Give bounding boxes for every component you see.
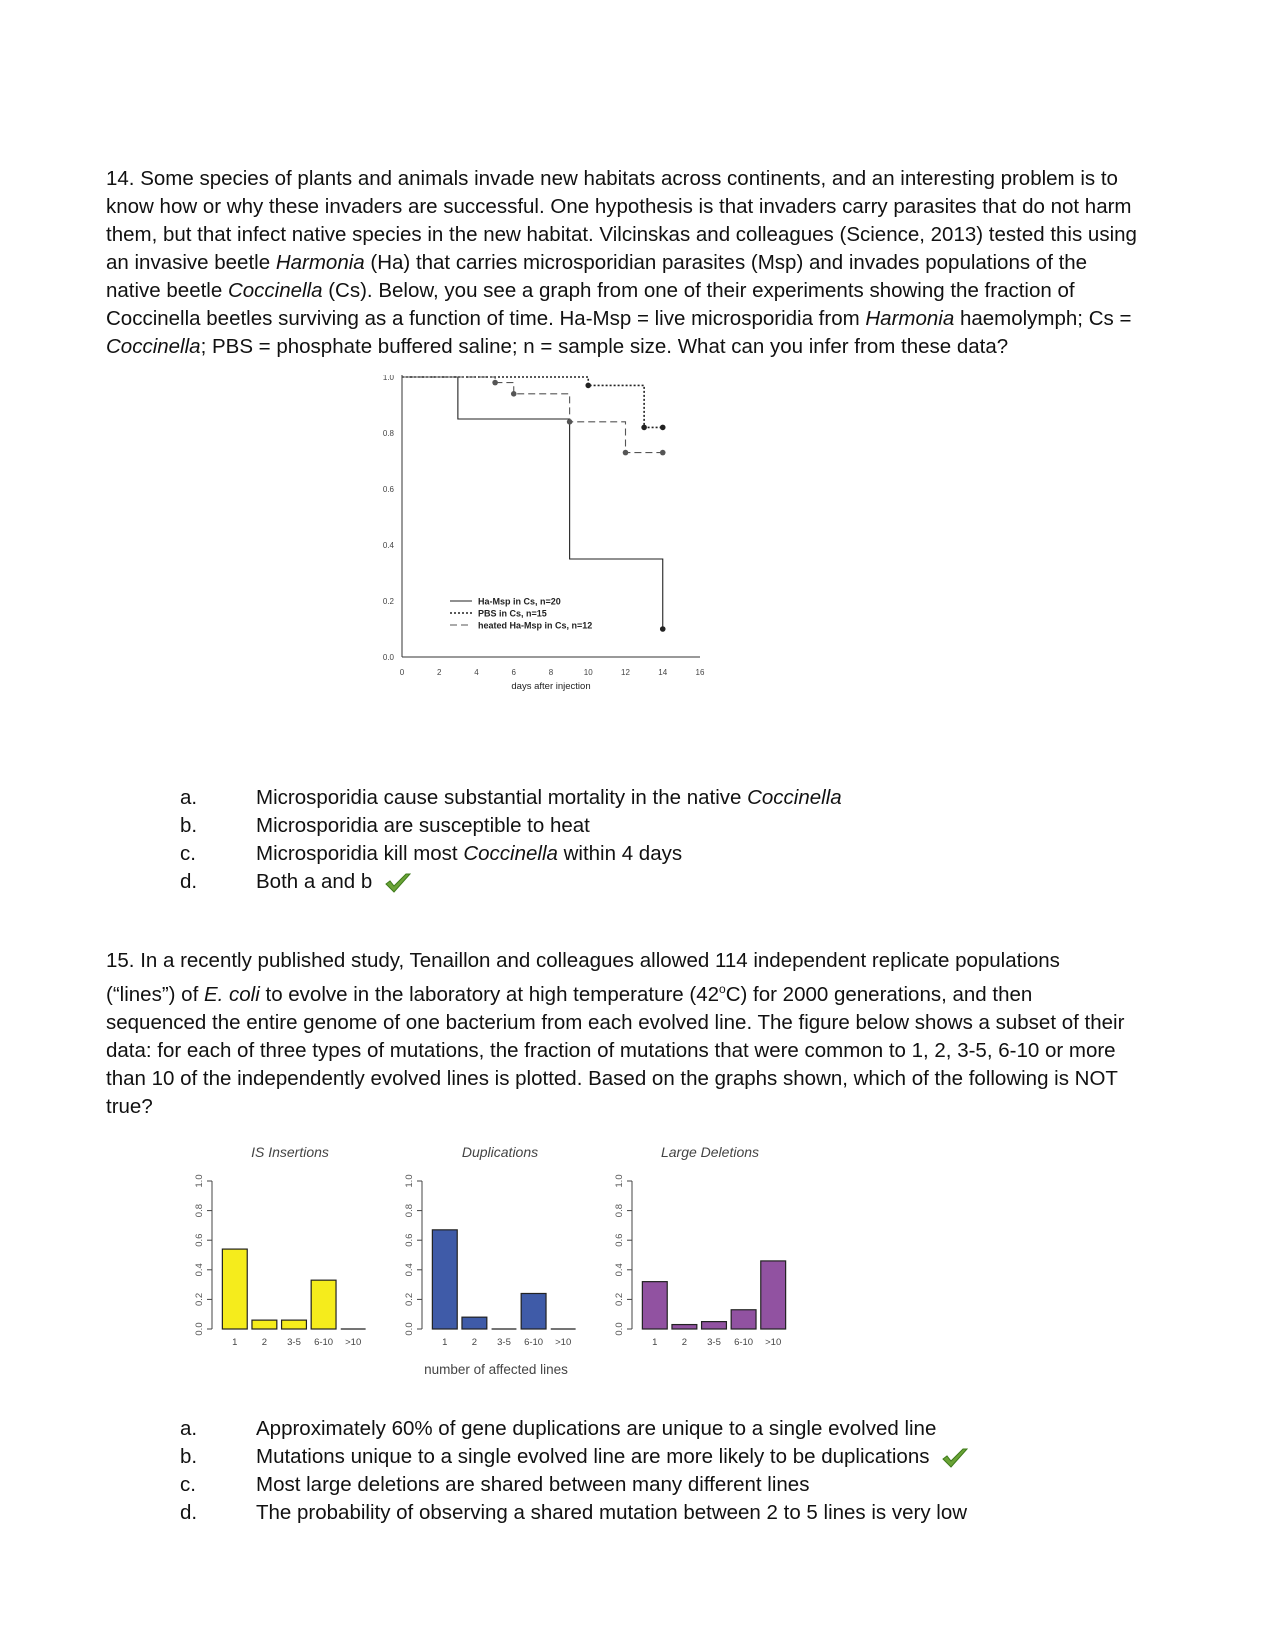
y-tick-label: 0.0	[194, 1322, 205, 1336]
question-14-options	[180, 784, 842, 896]
q15-line: (“lines”) of E. coli to evolve in the laboratory at high temperature (42$^o$C) for 2000 generations, and then	[106, 982, 1033, 1006]
x-tick-label: 3-5	[497, 1337, 511, 1348]
x-tick-label: 1	[652, 1337, 658, 1348]
checkmark-icon	[941, 1447, 969, 1469]
x-tick-label: 2	[681, 1337, 688, 1348]
y-tick-label: 1.0	[382, 375, 394, 382]
x-axis-label: days after injection	[511, 681, 591, 692]
q15-line: sequenced the entire genome of one bacterium from each evolved line. The figure below shows a subset of their	[106, 1010, 1125, 1034]
y-tick-label: 0.4	[614, 1263, 625, 1277]
survival-series-line	[402, 377, 663, 453]
q14-option-d[interactable]: d. Both a and b	[180, 868, 842, 896]
y-tick-label: 1.0	[194, 1174, 205, 1188]
bar	[282, 1320, 307, 1329]
x-tick-label: 2	[437, 668, 442, 677]
survival-series-point	[660, 450, 666, 456]
q15-line: data: for each of three types of mutations, the fraction of mutations that were common to 1, 2, 3-5, 6-10 or more	[106, 1038, 1116, 1062]
x-tick-label: 10	[583, 668, 593, 677]
bar	[521, 1293, 546, 1329]
x-axis-label: number of affected lines	[424, 1362, 568, 1377]
bar	[432, 1230, 457, 1329]
x-tick-label: 14	[658, 668, 668, 677]
legend-label: heated Ha-Msp in Cs, n=12	[478, 620, 593, 631]
panel-title: IS Insertions	[251, 1144, 329, 1160]
q14-option-b[interactable]: b. Microsporidia are susceptible to heat	[180, 814, 590, 837]
y-tick-label: 0.4	[382, 541, 394, 550]
bar	[311, 1280, 336, 1329]
survival-series-point	[511, 391, 517, 397]
panel-title: Duplications	[461, 1144, 539, 1160]
y-tick-label: 0.6	[194, 1233, 205, 1247]
y-tick-label: 1.0	[614, 1174, 625, 1188]
x-tick-label: 16	[695, 668, 705, 677]
x-tick-label: 8	[548, 668, 554, 677]
y-tick-label: 0.2	[404, 1292, 415, 1307]
bar	[642, 1282, 667, 1329]
x-tick-label: 4	[474, 668, 479, 677]
y-tick-label: 0.6	[382, 485, 394, 494]
y-tick-label: 0.8	[404, 1203, 415, 1218]
bar	[702, 1322, 727, 1329]
q14-line: 14. Some species of plants and animals invade new habitats across continents, and an interesting problem is to	[106, 167, 1118, 190]
q14-line: know how or why these invaders are successful. One hypothesis is that invaders carry parasites that do not harm	[106, 195, 1132, 218]
bar-panel	[404, 1144, 576, 1377]
q14-line: an invasive beetle Harmonia (Ha) that carries microsporidian parasites (Msp) and invades populations of the	[106, 251, 1088, 274]
x-tick-label: 12	[621, 668, 630, 677]
x-tick-label: 2	[261, 1337, 268, 1348]
question-14-text	[106, 165, 1186, 361]
q15-option-c[interactable]: c. Most large deletions are shared between many different lines	[180, 1473, 810, 1496]
x-tick-label: 6	[511, 668, 516, 677]
mutation-bar-charts	[190, 1140, 850, 1410]
y-tick-label: 0.4	[194, 1263, 205, 1277]
survival-series-point	[623, 450, 629, 456]
x-tick-label: 3-5	[287, 1337, 301, 1348]
x-tick-label: 6-10	[524, 1337, 544, 1348]
x-tick-label: >10	[345, 1337, 362, 1348]
survival-series-line	[402, 377, 663, 427]
y-tick-label: 0.0	[614, 1322, 625, 1336]
y-tick-label: 0.0	[404, 1322, 415, 1336]
panel-title: Large Deletions	[660, 1144, 760, 1160]
q15-option-b[interactable]: b. Mutations unique to a single evolved line are more likely to be duplications	[180, 1443, 969, 1471]
y-tick-label: 0.6	[404, 1233, 415, 1247]
survival-series-line	[402, 377, 663, 629]
x-tick-label: >10	[555, 1337, 572, 1348]
y-tick-label: 0.8	[614, 1203, 625, 1218]
y-tick-label: 0.4	[404, 1263, 415, 1277]
q15-line: than 10 of the independently evolved lines is plotted. Based on the graphs shown, which of the following is NOT	[106, 1066, 1118, 1090]
question-15-options	[180, 1415, 969, 1527]
y-tick-label: 0.2	[614, 1292, 625, 1307]
bar	[252, 1320, 277, 1329]
question-15-text	[106, 947, 1186, 1121]
q15-line: true?	[106, 1094, 153, 1118]
survival-series-point	[585, 383, 591, 389]
y-tick-label: 1.0	[404, 1174, 415, 1188]
legend-label: Ha-Msp in Cs, n=20	[478, 596, 561, 607]
q15-line: 15. In a recently published study, Tenaillon and colleagues allowed 114 independent replicate populations	[106, 949, 1060, 972]
bar	[222, 1249, 247, 1329]
x-tick-label: 3-5	[707, 1337, 721, 1348]
survival-series-point	[641, 425, 647, 431]
q14-line: Coccinella; PBS = phosphate buffered saline; n = sample size. What can you infer from these data?	[106, 335, 1009, 358]
q14-line: native beetle Coccinella (Cs). Below, you see a graph from one of their experiments showing the fraction of	[106, 279, 1075, 302]
q14-option-c[interactable]: c. Microsporidia kill most Coccinella within 4 days	[180, 842, 683, 865]
y-tick-label: 0.8	[194, 1203, 205, 1218]
x-tick-label: 1	[442, 1337, 448, 1348]
survival-series-point	[492, 380, 498, 386]
bar	[672, 1325, 697, 1329]
bar-panel	[614, 1144, 786, 1348]
bar	[462, 1317, 487, 1329]
x-tick-label: 0	[399, 668, 405, 677]
q14-option-a[interactable]: a. Microsporidia cause substantial mortality in the native Coccinella	[180, 786, 842, 809]
x-tick-label: 1	[232, 1337, 238, 1348]
q15-option-a[interactable]: a. Approximately 60% of gene duplications are unique to a single evolved line	[180, 1417, 937, 1440]
y-tick-label: 0.2	[382, 597, 394, 606]
q15-option-d[interactable]: d. The probability of observing a shared mutation between 2 to 5 lines is very low	[180, 1501, 968, 1524]
y-tick-label: 0.8	[382, 429, 394, 438]
q14-line: them, but that infect native species in the new habitat. Vilcinskas and colleagues (Science, 2013) tested this using	[106, 223, 1137, 246]
x-tick-label: >10	[765, 1337, 782, 1348]
survival-series-point	[567, 419, 573, 425]
survival-series-point	[660, 626, 666, 632]
x-tick-label: 6-10	[314, 1337, 334, 1348]
bar	[731, 1310, 756, 1329]
survival-series-point	[660, 425, 666, 431]
y-tick-label: 0.0	[382, 653, 394, 662]
x-tick-label: 2	[471, 1337, 478, 1348]
bar	[761, 1261, 786, 1329]
bar-panel	[194, 1144, 366, 1348]
y-tick-label: 0.6	[614, 1233, 625, 1247]
checkmark-icon	[384, 872, 412, 894]
x-tick-label: 6-10	[734, 1337, 754, 1348]
survival-chart	[380, 375, 740, 725]
legend-label: PBS in Cs, n=15	[478, 608, 547, 619]
y-tick-label: 0.2	[194, 1292, 205, 1307]
q14-line: Coccinella beetles surviving as a function of time. Ha-Msp = live microsporidia from Harmonia haemolymph; Cs =	[106, 307, 1132, 330]
